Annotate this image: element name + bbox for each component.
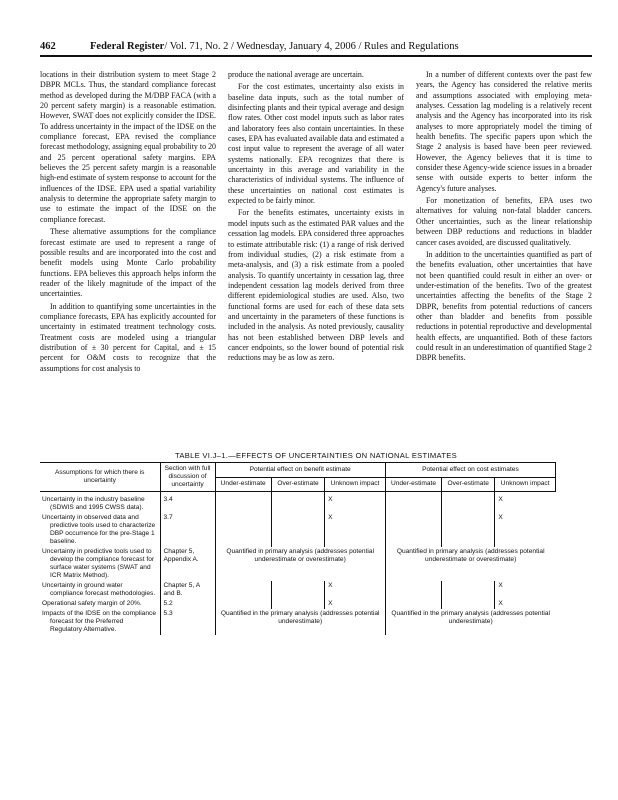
col-group-cost: Potential effect on cost estimates <box>385 463 555 478</box>
col-header-benefit-under: Under-estimate <box>215 477 271 492</box>
assumption-cell: Uncertainty in ground water compliance forecast methodologies. <box>42 582 156 597</box>
uncertainty-table <box>40 462 556 635</box>
paragraph: For monetization of benefits, EPA uses two alternatives for valuing non-fatal bladder cancers. Other uncertainties, such as the linear relationship between DBP reductions and reductions in bladder cancer cases avoided, are discussed qualitatively. <box>416 196 592 247</box>
header-rule <box>40 55 592 57</box>
paragraph: produce the national average are uncertain. <box>228 70 364 79</box>
table-title: TABLE VI.J–1.—EFFECTS OF UNCERTAINTIES ON NATIONAL ESTIMATES <box>175 451 457 460</box>
section-cell: Chapter 5, Appendix A. <box>160 547 215 581</box>
text-column-left <box>40 70 216 376</box>
col-group-benefit: Potential effect on benefit estimate <box>215 463 385 478</box>
table-row <box>40 581 556 599</box>
b-unknown-cell: X <box>325 599 386 609</box>
col-header-cost-unknown: Unknown impact <box>495 477 556 492</box>
table-row <box>40 513 556 547</box>
b-under-cell <box>215 581 271 599</box>
table-row <box>40 609 556 635</box>
col-header-cost-over: Over-estimate <box>442 477 495 492</box>
b-unknown-cell: X <box>325 492 386 514</box>
paragraph: In a number of different contexts over the past few years, the Agency has considered the relative merits and assumptions associated with employing meta-analyses. Cessation lag modeling is a relatively recent analysis and the Agency has incorporated into its risk analyses to more appropriately model the timing of health benefits. The specific papers upon which the Stage 2 analysis is based have been peer reviewed. However, the Agency believes that it is time to consider these Agency-wide science issues in a broader sense with outside experts to better inform the Agency's future analyses. <box>416 70 592 193</box>
col-header-benefit-unknown: Unknown impact <box>325 477 386 492</box>
paragraph: In addition to quantifying some uncertainties in the compliance forecasts, EPA has explicitly accounted for uncertainty in estimated treatment technology costs. Treatment costs are modeled using a triangular distribution of ± 30 percent for Capital, and ± 15 percent for O&M costs to recognize that the assumptions for cost analysis to <box>40 301 216 373</box>
benefit-effect-cell: Quantified in primary analysis (addresses potential underestimate or overestimate) <box>215 547 385 581</box>
c-over-cell <box>442 492 495 514</box>
c-over-cell <box>442 581 495 599</box>
b-under-cell <box>215 599 271 609</box>
publication-name: Federal Register <box>90 41 165 52</box>
b-unknown-cell: X <box>325 581 386 599</box>
c-unknown-cell: X <box>495 581 556 599</box>
paragraph: In addition to the uncertainties quantified as part of the benefits evaluation, other uncertainties that have not been quantified could result in either an over- or under-estimation of the benefits. Two of the greatest uncertainties affecting the benefits of the Stage 2 DBPR, benefits from potential reductions of cancers other than bladder and benefits from possible reductions in potential reproductive and developmental health effects, are unquantified. Both of these factors could result in an underestimation of quantified Stage 2 DBPR benefits. <box>416 249 592 363</box>
c-under-cell <box>385 492 441 514</box>
b-over-cell <box>271 599 324 609</box>
b-unknown-cell: X <box>325 513 386 547</box>
table-row <box>40 547 556 581</box>
col-header-cost-under: Under-estimate <box>385 477 441 492</box>
b-under-cell <box>215 492 271 514</box>
c-under-cell <box>385 513 441 547</box>
assumption-cell: Uncertainty in predictive tools used to develop the compliance forecast for surface water systems (SWAT and ICR Matrix Method). <box>42 548 155 579</box>
assumption-cell: Uncertainty in observed data and predictive tools used to characterize DBP occurrence for the pre-Stage 1 baseline. <box>42 514 156 545</box>
c-unknown-cell: X <box>495 492 556 514</box>
assumption-cell: Uncertainty in the industry baseline (SDWIS and 1995 CWSS data). <box>42 496 145 511</box>
c-over-cell <box>442 513 495 547</box>
col-header-assumptions: Assumptions for which there is uncertainty <box>40 463 160 492</box>
section-cell: 3.7 <box>160 513 215 547</box>
running-header <box>40 41 592 52</box>
col-header-section: Section with full discussion of uncertainty <box>160 463 215 492</box>
page-number: 462 <box>40 41 56 52</box>
b-under-cell <box>215 513 271 547</box>
c-under-cell <box>385 599 441 609</box>
b-over-cell <box>271 492 324 514</box>
paragraph: locations in their distribution system to meet Stage 2 DBPR MCLs. Thus, the standard compliance forecast method as developed during the M/DBP FACA (with a 20 percent safety margin) is a reasonable estimation. However, SWAT does not explicitly consider the IDSE. To address uncertainty in the impact of the IDSE on the compliance forecast, EPA revised the compliance forecast methodology, assigning equal probability to 20 and 25 percent operational safety margins. EPA believes the 25 percent safety margin is a reasonable high-end estimate of system response to account for the influences of the IDSE. EPA used a spatial variability analysis to determine the appropriate safety margin to use to estimate the impact of the IDSE on the compliance forecast. <box>40 70 216 224</box>
issue-details: / Vol. 71, No. 2 / Wednesday, January 4, 2006 / Rules and Regulations <box>164 41 459 52</box>
table-row <box>40 492 556 514</box>
table-row <box>40 599 556 609</box>
b-over-cell <box>271 513 324 547</box>
benefit-effect-cell: Quantified in the primary analysis (addresses potential underestimate) <box>215 609 385 635</box>
text-column-right <box>416 70 592 366</box>
c-under-cell <box>385 581 441 599</box>
paragraph: For the benefits estimates, uncertainty exists in model inputs such as the estimated PAR values and the cessation lag models. EPA considered three approaches to estimate attributable risk: (1) a range of risk derived from individual studies, (2) a risk estimate from a meta-analysis, and (3) a risk estimate from a pooled analysis. To quantify uncertainty in cessation lag, three independent cessation lag models derived from three different epidemiological studies are used. Also, two functional forms are used for each of these data sets and uncertainty in the parameters of these functions is included in the analysis. As noted previously, causality has not been established between DBP levels and cancer endpoints, so the lower bound of potential risk reductions may be as low as zero. <box>228 208 404 363</box>
section-cell: 5.2 <box>160 599 215 609</box>
cost-effect-cell: Quantified in the primary analysis (addresses potential underestimate) <box>385 609 555 635</box>
paragraph: For the cost estimates, uncertainty also exists in baseline data inputs, such as the total number of disinfecting plants and their typical average and design flow rates. Other cost model inputs such as labor rates and laboratory fees also contain uncertainties. In these cases, EPA has evaluated available data and estimated a cost input value to represent the average of all water systems nationally. EPA recognizes that there is uncertainty in this average and variability in the characteristics of individual systems. The influence of these uncertainties on national cost estimates is expected to be fairly minor. <box>228 82 404 206</box>
section-cell: 3.4 <box>160 492 215 514</box>
text-column-middle <box>228 70 404 366</box>
assumption-cell: Impacts of the IDSE on the compliance forecast for the Preferred Regulatory Alternative. <box>42 610 156 633</box>
b-over-cell <box>271 581 324 599</box>
cost-effect-cell: Quantified in primary analysis (addresses potential underestimate or overestimate) <box>385 547 555 581</box>
section-cell: 5.3 <box>160 609 215 635</box>
col-header-benefit-over: Over-estimate <box>271 477 324 492</box>
c-unknown-cell: X <box>495 599 556 609</box>
paragraph: These alternative assumptions for the compliance forecast estimate are used to represent a range of possible results and are incorporated into the cost and benefit models using Monte Carlo probability functions. EPA believes this approach helps inform the reader of the likely magnitude of the impact of the uncertainties. <box>40 227 216 299</box>
c-unknown-cell: X <box>495 513 556 547</box>
assumption-cell: Operational safety margin of 20%. <box>42 600 142 607</box>
c-over-cell <box>442 599 495 609</box>
section-cell: Chapter 5, A and B. <box>160 581 215 599</box>
